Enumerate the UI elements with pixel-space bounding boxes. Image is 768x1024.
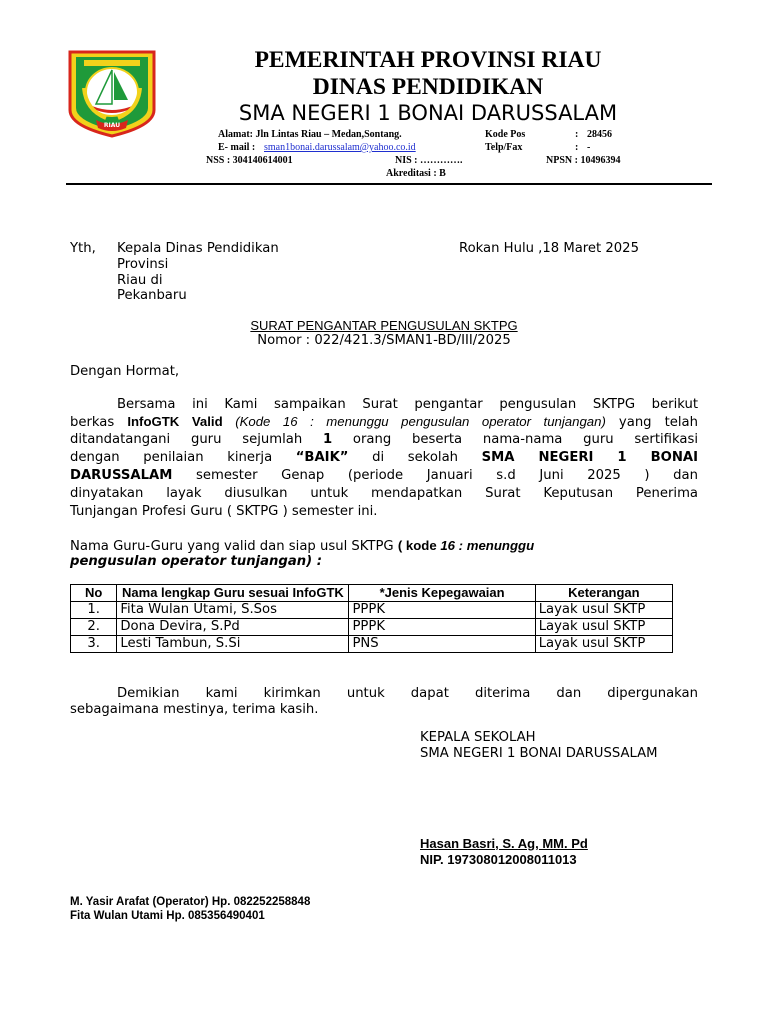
paragraph-2-line-1: Nama Guru-Guru yang valid dan siap usul SKTPG ( kode 16 : menunggu — [70, 538, 535, 554]
paragraph-1-line-5: DARUSSALAM semester Genap (periode Januari s.d Juni 2025 ) dan — [70, 468, 698, 483]
header-school-name: SMA NEGERI 1 BONAI DARUSSALAM — [238, 101, 618, 125]
riau-province-emblem — [66, 48, 158, 138]
paragraph-1-line-6: dinyatakan layak diusulkan untuk mendapatkan Surat Keputusan Penerima — [70, 486, 698, 501]
cell-remarks: Layak usul SKTP — [535, 619, 672, 636]
teacher-table — [70, 584, 673, 653]
col-header-no: No — [71, 585, 117, 602]
col-header-employment: *Jenis Kepegawaian — [349, 585, 535, 602]
cell-remarks: Layak usul SKTP — [535, 602, 672, 619]
greeting: Dengan Hormat, — [70, 364, 180, 379]
letter-date: Rokan Hulu ,18 Maret 2025 — [459, 241, 639, 256]
header-kode-pos-value: 28456 — [587, 129, 612, 140]
closing-line-1: Demikian kami kirimkan untuk dapat diterima dan dipergunakan — [117, 686, 698, 701]
cell-no: 1. — [71, 602, 117, 619]
cell-name: Fita Wulan Utami, S.Sos — [117, 602, 349, 619]
paragraph-1-line-3: ditandatangani guru sejumlah 1 orang beserta nama-nama guru sertifikasi — [70, 432, 698, 447]
letter-title: SURAT PENGANTAR PENGUSULAN SKTPG — [250, 318, 518, 333]
closing-line-2: sebagaimana mestinya, terima kasih. — [70, 702, 319, 717]
header-telp-value: - — [587, 142, 591, 153]
header-email-label: E- mail : — [218, 142, 256, 153]
header-akreditasi: Akreditasi : B — [386, 168, 446, 179]
table-row — [71, 636, 673, 653]
paragraph-1-line-7: Tunjangan Profesi Guru ( SKTPG ) semester ini. — [70, 504, 378, 519]
letter-number: Nomor : 022/421.3/SMAN1-BD/III/2025 — [257, 333, 511, 348]
header-province: PEMERINTAH PROVINSI RIAU — [254, 47, 602, 73]
table-header-row — [71, 585, 673, 602]
paragraph-1-line-1: Bersama ini Kami sampaikan Surat pengantar pengusulan SKTPG berikut — [117, 397, 698, 412]
header-kode-pos-label: Kode Pos — [485, 129, 526, 140]
table-row — [71, 619, 673, 636]
footer-contact-1: M. Yasir Arafat (Operator) Hp. 082252258848 — [70, 896, 311, 908]
cell-name: Dona Devira, S.Pd — [117, 619, 349, 636]
header-npsn: NPSN : 10496394 — [546, 155, 621, 166]
paragraph-1-line-2: berkas InfoGTK Valid (Kode 16 : menunggu pengusulan operator tunjangan) yang telah — [70, 414, 698, 430]
recipient-line-2: Provinsi — [117, 257, 169, 272]
recipient-line-3: Riau di — [117, 273, 163, 288]
recipient-line-1: Kepala Dinas Pendidikan — [117, 241, 279, 256]
header-colon: : — [575, 142, 579, 153]
header-colon: : — [575, 129, 579, 140]
footer-contact-2: Fita Wulan Utami Hp. 085356490401 — [70, 910, 265, 922]
signature-nip: NIP. 197308012008011013 — [420, 852, 577, 867]
signature-name: Hasan Basri, S. Ag, MM. Pd — [420, 836, 588, 851]
recipient-line-4: Pekanbaru — [117, 288, 187, 303]
cell-remarks: Layak usul SKTP — [535, 636, 672, 653]
header-telp-label: Telp/Fax — [485, 142, 523, 153]
cell-name: Lesti Tambun, S.Si — [117, 636, 349, 653]
paragraph-2-line-2: pengusulan operator tunjangan) : — [70, 554, 323, 569]
recipient-yth: Yth, — [70, 241, 96, 256]
cell-no: 2. — [71, 619, 117, 636]
col-header-remarks: Keterangan — [535, 585, 672, 602]
cell-employment: PPPK — [349, 602, 535, 619]
header-address: Alamat: Jln Lintas Riau – Medan,Sontang. — [218, 129, 402, 140]
header-nss: NSS : 304140614001 — [206, 155, 293, 166]
signature-title-1: KEPALA SEKOLAH — [420, 730, 536, 745]
header-department: DINAS PENDIDIKAN — [312, 74, 544, 100]
header-nis: NIS : …………. — [395, 155, 463, 166]
table-row — [71, 602, 673, 619]
logo-text: RIAU — [103, 122, 121, 129]
signature-title-2: SMA NEGERI 1 BONAI DARUSSALAM — [420, 746, 658, 761]
cell-no: 3. — [71, 636, 117, 653]
cell-employment: PNS — [349, 636, 535, 653]
col-header-name: Nama lengkap Guru sesuai InfoGTK — [117, 585, 349, 602]
header-email-link[interactable]: sman1bonai.darussalam@yahoo.co.id — [264, 142, 416, 153]
cell-employment: PPPK — [349, 619, 535, 636]
paragraph-1-line-4: dengan penilaian kinerja “BAIK” di sekolah SMA NEGERI 1 BONAI — [70, 450, 698, 465]
header-divider — [66, 183, 712, 185]
